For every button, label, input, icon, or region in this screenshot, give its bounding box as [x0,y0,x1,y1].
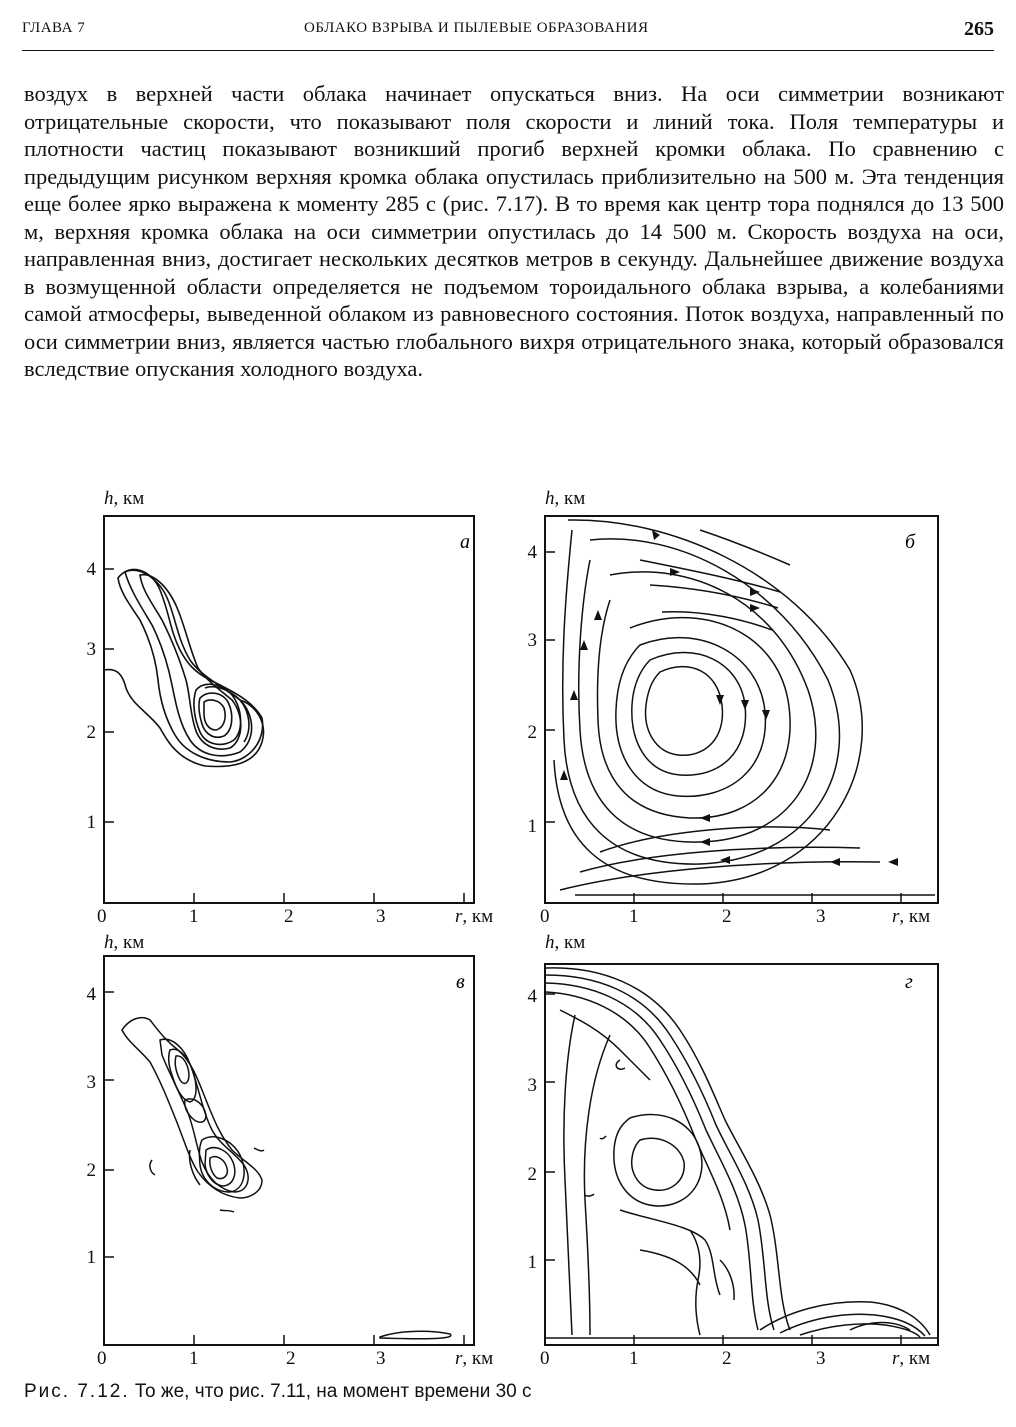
panel-b-ytick-label: 4 [527,542,537,563]
panel-c-ytick-label: 3 [86,1072,96,1093]
panel-a-ytick-label: 1 [86,812,96,833]
panel-c-ytick-label: 2 [86,1160,96,1181]
panel-a-contours [104,569,263,766]
panel-c-contours [122,1018,451,1339]
panel-a-xtick-label: 0 [97,906,107,927]
panel-d [545,964,938,1345]
panel-b-arrows [560,530,898,866]
panel-d-xlabel: r, км [892,1348,931,1369]
page-number: 265 [964,18,994,40]
panel-a-ticks [104,569,464,902]
panel-c-ytick-label: 1 [86,1247,96,1268]
panel-c-xlabel: r, км [455,1348,494,1369]
panel-b-ytick-label: 1 [527,816,537,837]
panel-b-xtick-label: 0 [540,906,550,927]
panel-d-ytick-label: 2 [527,1164,537,1185]
panel-d-xtick-label: 0 [540,1348,550,1369]
panel-b [545,516,938,903]
panel-d-ytick-label: 3 [527,1075,537,1096]
panel-c-frame [104,956,474,1345]
panel-d-ticks [545,994,901,1344]
panel-b-xtick-label: 2 [722,906,732,927]
panel-d-xtick-label: 2 [722,1348,732,1369]
panel-c-xtick-label: 0 [97,1348,107,1369]
panel-a-ytick-label: 3 [86,639,96,660]
panel-c [104,956,474,1345]
chapter-label: ГЛАВА 7 [22,20,86,36]
panel-c-ytick-label: 4 [86,984,96,1005]
panel-d-ytick-label: 1 [527,1252,537,1273]
panel-b-ylabel: h, км [545,488,586,509]
panel-a-label: а [460,531,470,553]
panel-b-ytick-label: 2 [527,722,537,743]
panel-b-xtick-label: 3 [816,906,826,927]
panel-b-ytick-label: 3 [527,630,537,651]
panel-d-label: г [905,971,913,993]
panel-c-xtick-label: 3 [376,1348,386,1369]
panel-a-ytick-label: 2 [86,722,96,743]
caption-text: То же, что рис. 7.11, на момент времени 30 с [134,1381,532,1402]
panel-a-ytick-label: 4 [86,559,96,580]
figure-caption [24,1381,532,1403]
panel-d-ylabel: h, км [545,932,586,953]
panel-d-xtick-label: 1 [629,1348,639,1369]
panel-c-ticks [104,992,464,1344]
panel-c-label: в [456,971,465,993]
panel-c-xtick-label: 1 [189,1348,199,1369]
panel-c-xtick-label: 2 [286,1348,296,1369]
panel-d-frame [545,964,938,1345]
panel-b-label: б [905,531,916,553]
panel-a-frame [104,516,474,903]
panel-b-xlabel: r, км [892,906,931,927]
panel-b-frame [545,516,938,903]
panel-a-xtick-label: 1 [189,906,199,927]
panel-d-ytick-label: 4 [527,986,537,1007]
panel-d-contours [546,968,938,1338]
figure-axis-labels [87,488,931,1369]
panel-a [104,516,474,903]
panel-a-xtick-label: 2 [284,906,294,927]
panel-a-ylabel: h, км [104,488,145,509]
caption-label: Рис. 7.12. [24,1381,130,1402]
panel-d-xtick-label: 3 [816,1348,826,1369]
panel-c-ylabel: h, км [104,932,145,953]
panel-a-xlabel: r, км [455,906,494,927]
panel-b-xtick-label: 1 [629,906,639,927]
panel-a-xtick-label: 3 [376,906,386,927]
paragraph: воздух в верхней части облака начинает опускаться вниз. На оси симметрии возникают отрицательные скорости, что показывают поля скорости и линий тока. Поля температуры и плотности частиц показывают возникший прогиб верхней кромки облака. По сравнению с предыдущим рисунком верхняя кромка облака опустилась приблизительно на 500 м. Эта тенденция еще более ярко выражена к моменту 285 с (рис. 7.17). В то время как центр тора поднялся до 13 500 м, верхняя кромка облака на оси симметрии опустилась до 14 500 м. Скорость воздуха на оси, направленная вниз, достигает нескольких десятков метров в секунду. Дальнейшее движение воздуха в возмущенной области определяется не подъемом тороидального облака взрыва, а колебаниями самой атмосферы, выведенной облаком из равновесного состояния. Поток воздуха, направленный по оси симметрии вниз, является частью глобального вихря отрицательного знака, который образовался вследствие опускания холодного воздуха. [24,81,1004,381]
running-title: ОБЛАКО ВЗРЫВА И ПЫЛЕВЫЕ ОБРАЗОВАНИЯ [304,20,649,36]
